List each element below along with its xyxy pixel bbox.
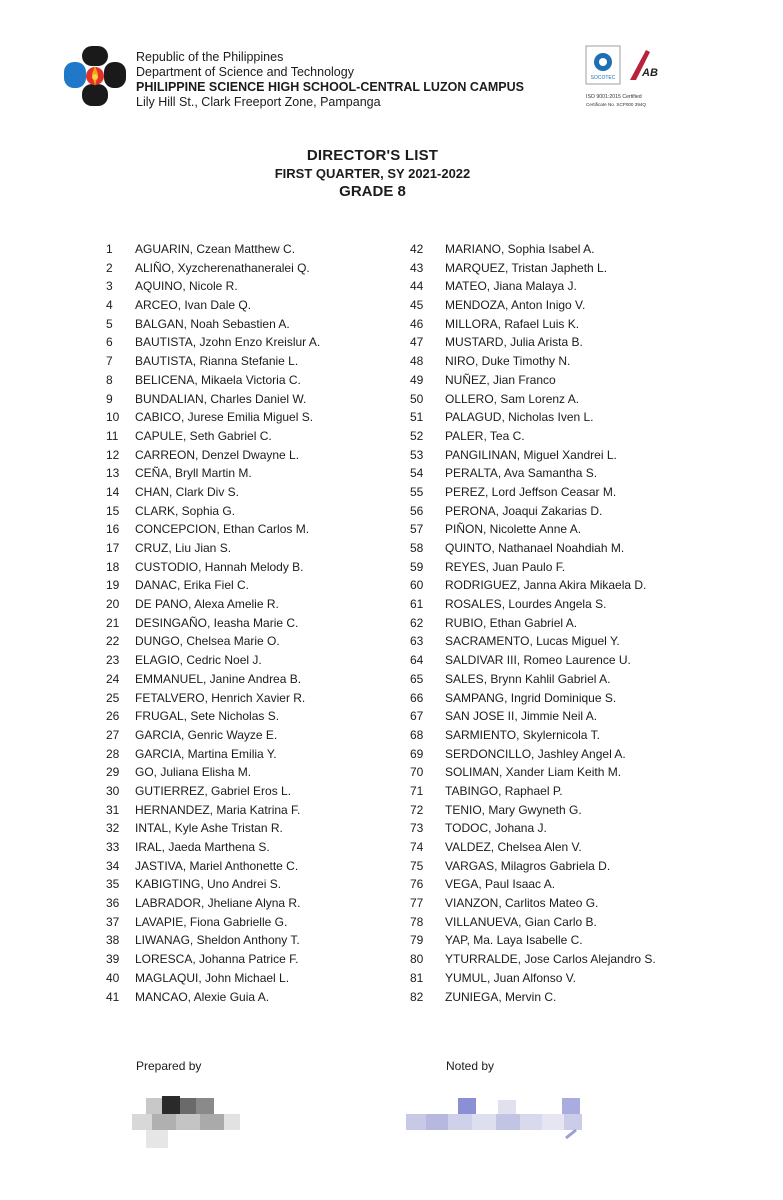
list-item bbox=[410, 875, 740, 894]
list-item bbox=[410, 464, 740, 483]
student-name: OLLERO, Sam Lorenz A. bbox=[445, 391, 580, 406]
student-name: JASTIVA, Mariel Anthonette C. bbox=[135, 858, 299, 873]
header-line-republic: Republic of the Philippines bbox=[136, 50, 284, 64]
noted-by-label: Noted by bbox=[446, 1059, 495, 1073]
list-item bbox=[410, 539, 740, 558]
list-item-number: 76 bbox=[410, 877, 424, 892]
student-name: CAPULE, Seth Gabriel C. bbox=[135, 428, 272, 443]
list-item-number: 11 bbox=[106, 428, 119, 443]
list-item bbox=[100, 427, 400, 446]
student-name: NUÑEZ, Jian Franco bbox=[445, 372, 556, 387]
student-name: BALGAN, Noah Sebastien A. bbox=[135, 316, 290, 331]
student-name: INTAL, Kyle Ashe Tristan R. bbox=[135, 821, 283, 836]
student-name: FRUGAL, Sete Nicholas S. bbox=[135, 709, 280, 724]
title-block bbox=[0, 146, 745, 201]
list-item bbox=[100, 801, 400, 820]
list-item-number: 28 bbox=[106, 746, 120, 761]
list-item-number: 3 bbox=[106, 279, 113, 294]
list-item-number: 43 bbox=[410, 260, 424, 275]
list-item-number: 37 bbox=[106, 914, 120, 929]
student-name: FETALVERO, Henrich Xavier R. bbox=[135, 690, 306, 705]
student-name: SAN JOSE II, Jimmie Neil A. bbox=[445, 709, 598, 724]
header-line-school: PHILIPPINE SCIENCE HIGH SCHOOL-CENTRAL LUZON CAMPUS bbox=[136, 80, 524, 94]
list-item-number: 70 bbox=[410, 765, 424, 780]
student-name: DESINGAÑO, Ieasha Marie C. bbox=[135, 615, 299, 630]
student-name: REYES, Juan Paulo F. bbox=[445, 559, 566, 574]
cert-ab-text: AB bbox=[642, 67, 658, 79]
list-item bbox=[410, 801, 740, 820]
list-item-number: 49 bbox=[410, 372, 424, 387]
list-item bbox=[100, 838, 400, 857]
list-item-number: 62 bbox=[410, 615, 424, 630]
student-name: EMMANUEL, Janine Andrea B. bbox=[135, 671, 302, 686]
list-item bbox=[410, 707, 740, 726]
list-item bbox=[100, 259, 400, 278]
list-item bbox=[100, 446, 400, 465]
student-name: CEÑA, Bryll Martin M. bbox=[135, 466, 252, 481]
list-item-number: 26 bbox=[106, 709, 120, 724]
student-name: MARQUEZ, Tristan Japheth L. bbox=[445, 260, 608, 275]
noted-by-signature-redacted bbox=[406, 1094, 586, 1142]
list-item bbox=[100, 520, 400, 539]
list-item bbox=[410, 315, 740, 334]
student-name: CONCEPCION, Ethan Carlos M. bbox=[135, 522, 310, 537]
list-item bbox=[410, 520, 740, 539]
cert-number-text: Certificate No. SCP000 394Q bbox=[586, 102, 647, 107]
list-item-number: 54 bbox=[410, 466, 424, 481]
list-item-number: 31 bbox=[106, 802, 120, 817]
list-item bbox=[100, 315, 400, 334]
list-item bbox=[100, 819, 400, 838]
list-item-number: 66 bbox=[410, 690, 424, 705]
student-name: ZUNIEGA, Mervin C. bbox=[445, 989, 557, 1004]
student-name: HERNANDEZ, Maria Katrina F. bbox=[135, 802, 301, 817]
list-item bbox=[100, 277, 400, 296]
list-item bbox=[410, 558, 740, 577]
list-item-number: 6 bbox=[106, 335, 113, 350]
student-name: SAMPANG, Ingrid Dominique S. bbox=[445, 690, 617, 705]
list-item bbox=[410, 502, 740, 521]
student-name: TODOC, Johana J. bbox=[445, 821, 547, 836]
student-name: RUBIO, Ethan Gabriel A. bbox=[445, 615, 578, 630]
list-item bbox=[410, 483, 740, 502]
list-item-number: 5 bbox=[106, 316, 113, 331]
list-item bbox=[410, 595, 740, 614]
list-item bbox=[100, 240, 400, 259]
list-item-number: 36 bbox=[106, 896, 120, 911]
student-name: ROSALES, Lourdes Angela S. bbox=[445, 597, 607, 612]
list-item bbox=[100, 689, 400, 708]
cert-socotec-text: SOCOTEC bbox=[590, 75, 616, 81]
list-item bbox=[100, 894, 400, 913]
list-item bbox=[410, 726, 740, 745]
student-name: DUNGO, Chelsea Marie O. bbox=[135, 634, 280, 649]
list-item bbox=[410, 333, 740, 352]
list-item-number: 17 bbox=[106, 541, 120, 555]
student-name: CARREON, Denzel Dwayne L. bbox=[135, 447, 300, 462]
list-item bbox=[100, 464, 400, 483]
student-name: SALES, Brynn Kahlil Gabriel A. bbox=[445, 671, 611, 686]
list-item-number: 65 bbox=[410, 671, 424, 686]
student-name: SACRAMENTO, Lucas Miguel Y. bbox=[445, 634, 620, 649]
list-item-number: 75 bbox=[410, 858, 424, 873]
list-item-number: 16 bbox=[106, 522, 120, 537]
student-name: PALAGUD, Nicholas Iven L. bbox=[445, 410, 594, 425]
list-item bbox=[100, 782, 400, 801]
list-item bbox=[410, 240, 740, 259]
student-name: VILLANUEVA, Gian Carlo B. bbox=[445, 914, 597, 929]
list-item-number: 81 bbox=[410, 970, 424, 985]
list-item bbox=[410, 894, 740, 913]
list-item-number: 12 bbox=[106, 447, 120, 462]
list-item bbox=[410, 988, 740, 1007]
prepared-by-signature-redacted bbox=[132, 1092, 242, 1150]
list-item-number: 72 bbox=[410, 802, 424, 817]
list-item-number: 10 bbox=[106, 410, 120, 425]
student-name: PALER, Tea C. bbox=[445, 428, 525, 443]
list-item bbox=[100, 707, 400, 726]
list-item bbox=[100, 875, 400, 894]
list-item-number: 21 bbox=[106, 615, 120, 630]
header-line-department: Department of Science and Technology bbox=[136, 65, 354, 79]
list-item bbox=[410, 371, 740, 390]
list-item-number: 52 bbox=[410, 428, 424, 443]
list-item-number: 79 bbox=[410, 933, 424, 948]
list-item-number: 15 bbox=[106, 503, 120, 518]
list-item-number: 24 bbox=[106, 671, 120, 686]
list-item-number: 30 bbox=[106, 783, 120, 798]
list-item bbox=[100, 614, 400, 633]
list-item-number: 55 bbox=[410, 484, 424, 499]
student-name: MATEO, Jiana Malaya J. bbox=[445, 279, 577, 294]
list-item bbox=[410, 857, 740, 876]
student-name: CUSTODIO, Hannah Melody B. bbox=[135, 559, 304, 574]
list-item bbox=[100, 988, 400, 1007]
list-item-number: 29 bbox=[106, 765, 120, 780]
list-item bbox=[410, 632, 740, 651]
page-subtitle: FIRST QUARTER, SY 2021-2022 bbox=[274, 166, 471, 181]
student-name: VARGAS, Milagros Gabriela D. bbox=[445, 858, 611, 873]
list-item-number: 69 bbox=[410, 746, 424, 761]
student-name: KABIGTING, Uno Andrei S. bbox=[135, 877, 282, 892]
student-name: MARIANO, Sophia Isabel A. bbox=[445, 242, 595, 256]
list-item-number: 61 bbox=[410, 597, 424, 612]
student-name: ARCEO, Ivan Dale Q. bbox=[135, 298, 252, 313]
student-name: TENIO, Mary Gwyneth G. bbox=[445, 802, 582, 817]
list-item bbox=[100, 390, 400, 409]
list-item-number: 7 bbox=[106, 354, 113, 369]
list-item bbox=[100, 969, 400, 988]
student-name: YTURRALDE, Jose Carlos Alejandro S. bbox=[445, 952, 656, 967]
list-item-number: 73 bbox=[410, 821, 424, 836]
list-item bbox=[100, 745, 400, 764]
list-item bbox=[410, 614, 740, 633]
list-item-number: 53 bbox=[410, 447, 424, 462]
list-item-number: 80 bbox=[410, 952, 424, 967]
list-item bbox=[100, 296, 400, 315]
list-item bbox=[410, 390, 740, 409]
student-name: CRUZ, Liu Jian S. bbox=[135, 541, 232, 555]
list-item-number: 64 bbox=[410, 653, 424, 668]
student-name: LORESCA, Johanna Patrice F. bbox=[135, 952, 299, 967]
list-item bbox=[100, 333, 400, 352]
list-item-number: 34 bbox=[106, 858, 120, 873]
list-item-number: 68 bbox=[410, 727, 424, 742]
student-name: YAP, Ma. Laya Isabelle C. bbox=[445, 933, 583, 948]
list-item bbox=[410, 408, 740, 427]
student-name: LABRADOR, Jheliane Alyna R. bbox=[135, 896, 301, 911]
list-item bbox=[100, 726, 400, 745]
list-item-number: 33 bbox=[106, 840, 120, 854]
list-item bbox=[410, 931, 740, 950]
student-name: DE PANO, Alexa Amelie R. bbox=[135, 597, 279, 612]
list-item-number: 8 bbox=[106, 372, 113, 387]
student-name: PERONA, Joaqui Zakarias D. bbox=[445, 503, 603, 518]
student-name: SARMIENTO, Skylernicola T. bbox=[445, 727, 600, 742]
list-item-number: 22 bbox=[106, 634, 120, 649]
list-item bbox=[410, 670, 740, 689]
grade-heading: GRADE 8 bbox=[339, 183, 406, 200]
list-item bbox=[410, 763, 740, 782]
list-item-number: 56 bbox=[410, 503, 424, 518]
list-item bbox=[410, 838, 740, 857]
list-item-number: 13 bbox=[106, 466, 120, 481]
list-item bbox=[410, 782, 740, 801]
student-name: TABINGO, Raphael P. bbox=[445, 783, 563, 798]
student-name: ELAGIO, Cedric Noel J. bbox=[135, 653, 262, 668]
list-item-number: 74 bbox=[410, 840, 424, 854]
iso-certification-badge bbox=[584, 44, 664, 112]
list-item bbox=[410, 277, 740, 296]
cert-iso-text: ISO 9001:2015 Certified bbox=[586, 94, 642, 100]
list-item bbox=[100, 931, 400, 950]
list-item bbox=[410, 576, 740, 595]
list-item bbox=[100, 595, 400, 614]
student-list-right bbox=[410, 240, 740, 1006]
list-item-number: 78 bbox=[410, 914, 424, 929]
list-item bbox=[100, 558, 400, 577]
list-item bbox=[410, 950, 740, 969]
student-name: LIWANAG, Sheldon Anthony T. bbox=[135, 933, 300, 948]
list-item bbox=[410, 259, 740, 278]
student-name: BELICENA, Mikaela Victoria C. bbox=[135, 372, 301, 387]
list-item bbox=[100, 408, 400, 427]
list-item bbox=[410, 427, 740, 446]
list-item-number: 77 bbox=[410, 896, 424, 911]
student-name: SERDONCILLO, Jashley Angel A. bbox=[445, 746, 626, 761]
list-item-number: 4 bbox=[106, 298, 113, 313]
list-item bbox=[410, 651, 740, 670]
student-name: NIRO, Duke Timothy N. bbox=[445, 354, 571, 369]
list-item bbox=[100, 763, 400, 782]
student-name: GARCIA, Genric Wayze E. bbox=[135, 727, 278, 742]
list-item-number: 23 bbox=[106, 653, 120, 668]
student-name: MUSTARD, Julia Arista B. bbox=[445, 335, 583, 350]
list-item-number: 82 bbox=[410, 989, 424, 1004]
list-item-number: 27 bbox=[106, 727, 120, 742]
list-item bbox=[410, 969, 740, 988]
student-name: CHAN, Clark Div S. bbox=[135, 484, 240, 499]
student-name: MANCAO, Alexie Guia A. bbox=[135, 989, 270, 1004]
list-item-number: 39 bbox=[106, 952, 120, 967]
list-item-number: 35 bbox=[106, 877, 120, 892]
student-name: BAUTISTA, Rianna Stefanie L. bbox=[135, 354, 299, 369]
list-item bbox=[100, 352, 400, 371]
list-item-number: 63 bbox=[410, 634, 424, 649]
header-line-address: Lily Hill St., Clark Freeport Zone, Pampanga bbox=[136, 95, 381, 109]
letterhead bbox=[136, 50, 576, 110]
student-name: GUTIERREZ, Gabriel Eros L. bbox=[135, 783, 292, 798]
list-item-number: 50 bbox=[410, 391, 424, 406]
list-item-number: 25 bbox=[106, 690, 120, 705]
list-item-number: 1 bbox=[106, 242, 113, 256]
student-name: MAGLAQUI, John Michael L. bbox=[135, 970, 290, 985]
list-item bbox=[100, 913, 400, 932]
list-item-number: 40 bbox=[106, 970, 120, 985]
list-item bbox=[100, 651, 400, 670]
student-name: VEGA, Paul Isaac A. bbox=[445, 877, 556, 892]
student-name: PIÑON, Nicolette Anne A. bbox=[445, 522, 582, 537]
student-name: PANGILINAN, Miguel Xandrei L. bbox=[445, 447, 617, 462]
list-item-number: 19 bbox=[106, 578, 120, 593]
list-item bbox=[410, 689, 740, 708]
student-name: YUMUL, Juan Alfonso V. bbox=[445, 970, 576, 985]
list-item-number: 47 bbox=[410, 335, 424, 350]
student-name: GARCIA, Martina Emilia Y. bbox=[135, 746, 277, 761]
student-name: AQUINO, Nicole R. bbox=[135, 279, 238, 294]
student-name: QUINTO, Nathanael Noahdiah M. bbox=[445, 541, 625, 555]
student-name: PERALTA, Ava Samantha S. bbox=[445, 466, 598, 481]
student-name: BUNDALIAN, Charles Daniel W. bbox=[135, 391, 307, 406]
list-item bbox=[100, 857, 400, 876]
student-name: MENDOZA, Anton Inigo V. bbox=[445, 298, 586, 313]
list-item-number: 42 bbox=[410, 242, 424, 256]
student-name: BAUTISTA, Jzohn Enzo Kreislur A. bbox=[135, 335, 321, 350]
prepared-by-label: Prepared by bbox=[136, 1059, 202, 1073]
student-list-left bbox=[100, 240, 400, 1006]
list-item-number: 18 bbox=[106, 559, 120, 574]
student-name: LAVAPIE, Fiona Gabrielle G. bbox=[135, 914, 288, 929]
page-title: DIRECTOR'S LIST bbox=[306, 147, 439, 164]
list-item-number: 48 bbox=[410, 354, 424, 369]
list-item bbox=[410, 446, 740, 465]
list-item bbox=[100, 502, 400, 521]
list-item bbox=[100, 632, 400, 651]
list-item-number: 14 bbox=[106, 484, 120, 499]
list-item bbox=[100, 539, 400, 558]
list-item bbox=[100, 670, 400, 689]
list-item-number: 57 bbox=[410, 522, 424, 537]
student-name: RODRIGUEZ, Janna Akira Mikaela D. bbox=[445, 578, 647, 593]
list-item-number: 58 bbox=[410, 541, 424, 555]
student-name: VALDEZ, Chelsea Alen V. bbox=[445, 840, 582, 854]
list-item bbox=[410, 745, 740, 764]
student-name: AGUARIN, Czean Matthew C. bbox=[135, 242, 296, 256]
list-item bbox=[100, 371, 400, 390]
list-item-number: 9 bbox=[106, 391, 113, 406]
student-name: VIANZON, Carlitos Mateo G. bbox=[445, 896, 599, 911]
list-item-number: 45 bbox=[410, 298, 424, 313]
list-item-number: 46 bbox=[410, 316, 424, 331]
list-item-number: 51 bbox=[410, 410, 424, 425]
list-item bbox=[410, 352, 740, 371]
list-item-number: 38 bbox=[106, 933, 120, 948]
student-name: IRAL, Jaeda Marthena S. bbox=[135, 840, 270, 854]
list-item-number: 60 bbox=[410, 578, 424, 593]
student-name: CLARK, Sophia G. bbox=[135, 503, 236, 518]
list-item bbox=[100, 483, 400, 502]
student-name: CABICO, Jurese Emilia Miguel S. bbox=[135, 410, 314, 425]
list-item-number: 71 bbox=[410, 783, 424, 798]
student-name: GO, Juliana Elisha M. bbox=[135, 765, 252, 780]
student-name: PEREZ, Lord Jeffson Ceasar M. bbox=[445, 484, 617, 499]
list-item bbox=[410, 913, 740, 932]
list-item bbox=[100, 950, 400, 969]
list-item-number: 2 bbox=[106, 260, 113, 275]
school-logo bbox=[58, 44, 132, 110]
list-item-number: 20 bbox=[106, 597, 120, 612]
student-name: SALDIVAR III, Romeo Laurence U. bbox=[445, 653, 631, 668]
list-item-number: 32 bbox=[106, 821, 120, 836]
student-name: DANAC, Erika Fiel C. bbox=[135, 578, 250, 593]
student-name: SOLIMAN, Xander Liam Keith M. bbox=[445, 765, 622, 780]
student-name: MILLORA, Rafael Luis K. bbox=[445, 316, 580, 331]
student-name: ALIÑO, Xyzcherenathaneralei Q. bbox=[135, 260, 310, 275]
list-item-number: 67 bbox=[410, 709, 424, 724]
list-item bbox=[410, 296, 740, 315]
list-item-number: 44 bbox=[410, 279, 424, 294]
list-item bbox=[410, 819, 740, 838]
list-item-number: 41 bbox=[106, 989, 120, 1004]
list-item-number: 59 bbox=[410, 559, 424, 574]
list-item bbox=[100, 576, 400, 595]
